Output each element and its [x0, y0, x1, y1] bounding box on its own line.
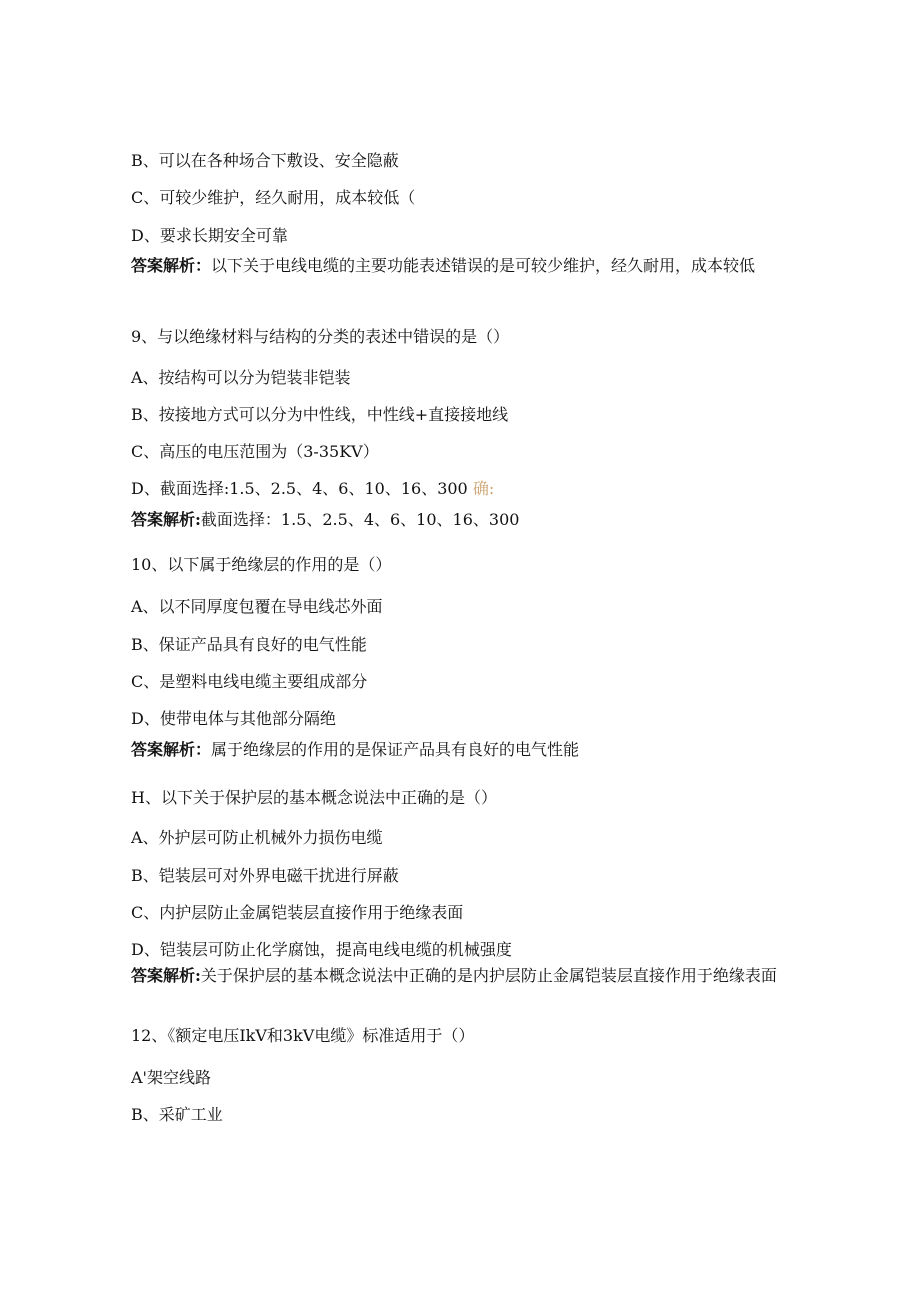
answer-analysis-q11: 答案解析:关于保护层的基本概念说法中正确的是内护层防止金属铠装层直接作用于绝缘表面 [131, 966, 777, 985]
option-d-q10: D、使带电体与其他部分隔绝 [131, 709, 336, 728]
option-d-q8: D、要求长期安全可靠 [131, 226, 288, 245]
answer-label: 答案解析： [131, 256, 212, 275]
option-c-q11: C、内护层防止金属铠装层直接作用于绝缘表面 [131, 903, 464, 922]
question-10: 10、以下属于绝缘层的作用的是（） [131, 555, 392, 574]
answer-label: 答案解析： [131, 740, 212, 759]
option-a-q10: A、以不同厚度包覆在导电线芯外面 [131, 597, 383, 616]
option-a-q12: A'架空线路 [131, 1068, 211, 1087]
option-b-q8: B、可以在各种场合下敷设、安全隐蔽 [131, 151, 399, 170]
option-b-q11: B、铠装层可对外界电磁干扰进行屏蔽 [131, 866, 399, 885]
option-c-q8: C、可较少维护，经久耐用，成本较低（ [131, 188, 416, 207]
answer-analysis-q8: 答案解析：以下关于电线电缆的主要功能表述错误的是可较少维护，经久耐用，成本较低 [131, 256, 756, 275]
answer-analysis-q9: 答案解析:截面选择：1.5、2.5、4、6、10、16、300 [131, 510, 520, 529]
answer-label: 答案解析: [131, 966, 201, 985]
question-11: H、以下关于保护层的基本概念说法中正确的是（） [131, 788, 497, 807]
answer-label: 答案解析: [131, 510, 201, 529]
option-c-q10: C、是塑料电线电缆主要组成部分 [131, 672, 368, 691]
option-d-q9: D、截面选择:1.5、2.5、4、6、10、16、300 确: [131, 479, 495, 498]
option-d-q11: D、铠装层可防止化学腐蚀，提高电线电缆的机械强度 [131, 940, 512, 959]
option-b-q12: B、采矿工业 [131, 1105, 223, 1124]
question-12: 12、《额定电压IkV和3kV电缆》标准适用于（） [131, 1026, 475, 1045]
option-a-q11: A、外护层可防止机械外力损伤电缆 [131, 828, 383, 847]
question-9: 9、与以绝缘材料与结构的分类的表述中错误的是（） [131, 327, 510, 346]
answer-analysis-q10: 答案解析：属于绝缘层的作用的是保证产品具有良好的电气性能 [131, 740, 580, 759]
option-a-q9: A、按结构可以分为铠装非铠装 [131, 368, 351, 387]
faint-stray-text: 确: [472, 479, 495, 498]
option-c-q9: C、高压的电压范围为（3-35KV） [131, 442, 379, 461]
option-b-q9: B、按接地方式可以分为中性线，中性线+直接接地线 [131, 405, 509, 424]
option-b-q10: B、保证产品具有良好的电气性能 [131, 635, 367, 654]
